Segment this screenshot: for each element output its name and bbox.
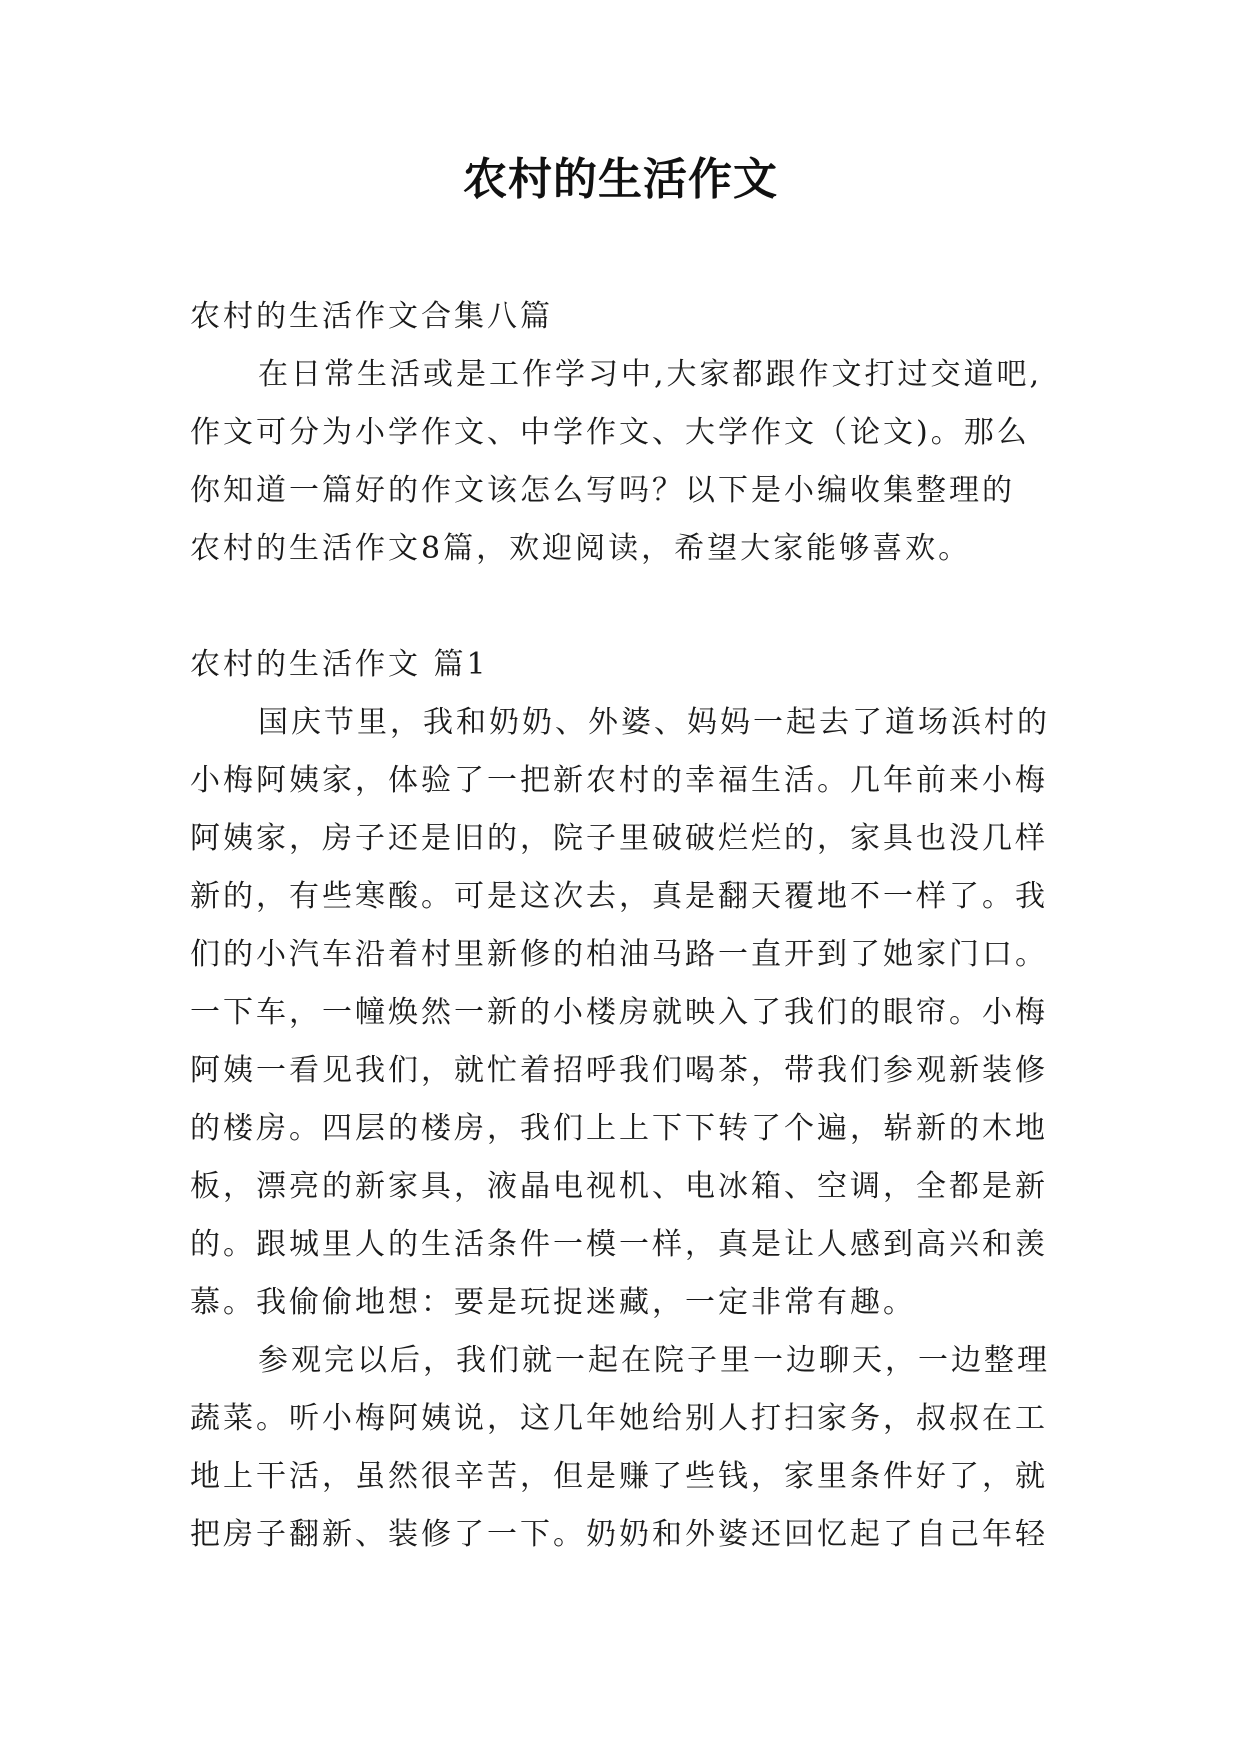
paragraph-line: 把房子翻新、装修了一下。奶奶和外婆还回忆起了自己年轻 <box>190 1517 1048 1552</box>
paragraph-line: 参观完以后，我们就一起在院子里一边聊天，一边整理 <box>258 1343 1050 1378</box>
intro-paragraph <box>190 346 1052 578</box>
document-body <box>190 288 1052 1564</box>
paragraph-line: 地上干活，虽然很辛苦，但是赚了些钱，家里条件好了，就 <box>190 1459 1048 1494</box>
paragraph-line: 国庆节里，我和奶奶、外婆、妈妈一起去了道场浜村的 <box>258 705 1050 740</box>
body-paragraph-2 <box>190 1332 1052 1564</box>
paragraph-line: 慕。我偷偷地想：要是玩捉迷藏，一定非常有趣。 <box>190 1285 916 1320</box>
paragraph-line: 阿姨一看见我们，就忙着招呼我们喝茶，带我们参观新装修 <box>190 1053 1048 1088</box>
document-subtitle: 农村的生活作文合集八篇 <box>190 299 553 334</box>
page-title: 农村的生活作文 <box>463 154 778 205</box>
paragraph-line: 作文可分为小学作文、中学作文、大学作文（论文)。那么 <box>190 415 1030 450</box>
paragraph-line: 一下车，一幢焕然一新的小楼房就映入了我们的眼帘。小梅 <box>190 995 1048 1030</box>
paragraph-line: 在日常生活或是工作学习中,大家都跟作文打过交道吧, <box>258 357 1043 392</box>
paragraph-line: 新的，有些寒酸。可是这次去，真是翻天覆地不一样了。我 <box>190 879 1048 914</box>
paragraph-line: 们的小汽车沿着村里新修的柏油马路一直开到了她家门口。 <box>190 937 1048 972</box>
paragraph-spacer <box>190 578 1052 636</box>
section-heading: 农村的生活作文 篇1 <box>190 647 489 682</box>
paragraph-line: 蔬菜。听小梅阿姨说，这几年她给别人打扫家务，叔叔在工 <box>190 1401 1048 1436</box>
paragraph-line: 的。跟城里人的生活条件一模一样，真是让人感到高兴和羡 <box>190 1227 1048 1262</box>
paragraph-line: 你知道一篇好的作文该怎么写吗？以下是小编收集整理的 <box>190 473 1015 508</box>
paragraph-line: 小梅阿姨家，体验了一把新农村的幸福生活。几年前来小梅 <box>190 763 1048 798</box>
body-paragraph-1 <box>190 694 1052 1332</box>
paragraph-line: 板，漂亮的新家具，液晶电视机、电冰箱、空调，全都是新 <box>190 1169 1048 1204</box>
paragraph-line: 的楼房。四层的楼房，我们上上下下转了个遍，崭新的木地 <box>190 1111 1048 1146</box>
paragraph-line: 农村的生活作文8篇，欢迎阅读，希望大家能够喜欢。 <box>190 531 972 566</box>
paragraph-line: 阿姨家，房子还是旧的，院子里破破烂烂的，家具也没几样 <box>190 821 1048 856</box>
